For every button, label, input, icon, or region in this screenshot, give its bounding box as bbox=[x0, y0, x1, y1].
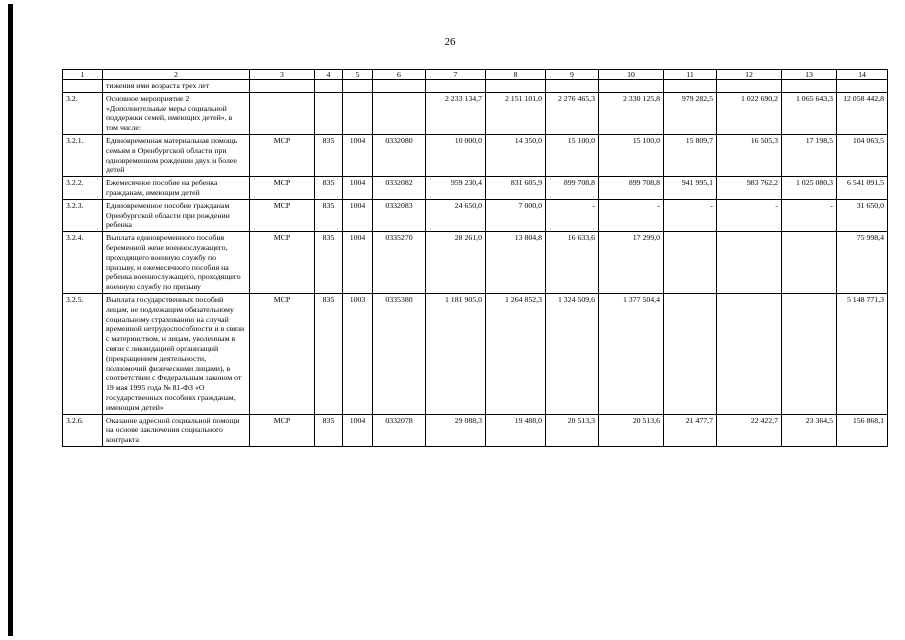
row-value-8: 13 804,8 bbox=[486, 232, 546, 294]
row-section-code bbox=[343, 92, 373, 134]
row-section-code: 1003 bbox=[343, 293, 373, 414]
row-organization: МСР bbox=[250, 293, 315, 414]
row-name: Выплата единовременного пособия беременной жене военнослужащего, проходящего военную службу по призыву, и ежемесячного пособия на ребенка военнослужащего, проходящего военную службу по призыву bbox=[103, 232, 250, 294]
row-section-code: 1004 bbox=[343, 134, 373, 176]
table-row bbox=[63, 293, 888, 414]
row-value-12: - bbox=[717, 199, 782, 231]
row-value-10: 15 100,0 bbox=[599, 134, 664, 176]
row-code: 3.2.2. bbox=[63, 177, 103, 200]
column-header: 4 bbox=[315, 70, 343, 80]
column-header: 14 bbox=[837, 70, 888, 80]
column-header: 6 bbox=[373, 70, 426, 80]
row-ministry-code: 835 bbox=[315, 177, 343, 200]
row-target-code: 0335270 bbox=[373, 232, 426, 294]
row-value-13: 1 065 643,3 bbox=[782, 92, 837, 134]
column-header: 11 bbox=[664, 70, 717, 80]
row-value-11 bbox=[664, 80, 717, 93]
row-code: 3.2.5. bbox=[63, 293, 103, 414]
row-ministry-code: 835 bbox=[315, 232, 343, 294]
row-value-10: 899 708,8 bbox=[599, 177, 664, 200]
row-value-7 bbox=[426, 80, 486, 93]
row-value-7: 24 650,0 bbox=[426, 199, 486, 231]
row-value-9: 16 633,6 bbox=[546, 232, 599, 294]
row-code: 3.2.6. bbox=[63, 414, 103, 446]
row-section-code: 1004 bbox=[343, 199, 373, 231]
row-value-11: 21 477,7 bbox=[664, 414, 717, 446]
table-row bbox=[63, 232, 888, 294]
row-code: 3.2. bbox=[63, 92, 103, 134]
row-value-13 bbox=[782, 80, 837, 93]
row-value-14: 6 541 091,5 bbox=[837, 177, 888, 200]
row-value-10: - bbox=[599, 199, 664, 231]
row-value-13: 1 025 080,3 bbox=[782, 177, 837, 200]
row-value-9: 20 513,3 bbox=[546, 414, 599, 446]
row-value-9 bbox=[546, 80, 599, 93]
row-value-9: 15 100,0 bbox=[546, 134, 599, 176]
row-value-14 bbox=[837, 80, 888, 93]
row-value-8: 831 605,9 bbox=[486, 177, 546, 200]
row-value-14: 75 998,4 bbox=[837, 232, 888, 294]
row-value-14: 31 650,0 bbox=[837, 199, 888, 231]
row-organization bbox=[250, 92, 315, 134]
row-section-code: 1004 bbox=[343, 414, 373, 446]
column-header: 9 bbox=[546, 70, 599, 80]
row-code: 3.2.1. bbox=[63, 134, 103, 176]
row-code: 3.2.4. bbox=[63, 232, 103, 294]
row-target-code: 0332078 bbox=[373, 414, 426, 446]
row-name: Единовременное пособие гражданам Оренбургской области при рождении ребенка bbox=[103, 199, 250, 231]
row-value-14: 5 148 771,3 bbox=[837, 293, 888, 414]
row-ministry-code bbox=[315, 92, 343, 134]
row-organization: МСР bbox=[250, 134, 315, 176]
row-value-13: 17 198,5 bbox=[782, 134, 837, 176]
row-value-7: 28 261,0 bbox=[426, 232, 486, 294]
row-value-10: 20 513,6 bbox=[599, 414, 664, 446]
row-section-code bbox=[343, 80, 373, 93]
row-value-12: 16 505,3 bbox=[717, 134, 782, 176]
row-name: Оказание адресной социальной помощи на основе заключения социального контракта bbox=[103, 414, 250, 446]
left-margin-bar bbox=[8, 4, 13, 636]
row-value-10 bbox=[599, 80, 664, 93]
row-value-13: - bbox=[782, 199, 837, 231]
row-organization: МСР bbox=[250, 232, 315, 294]
row-value-8: 14 350,0 bbox=[486, 134, 546, 176]
row-organization: МСР bbox=[250, 199, 315, 231]
row-ministry-code: 835 bbox=[315, 199, 343, 231]
table-row bbox=[63, 177, 888, 200]
row-ministry-code bbox=[315, 80, 343, 93]
column-header: 8 bbox=[486, 70, 546, 80]
row-value-11 bbox=[664, 232, 717, 294]
table-body bbox=[63, 80, 888, 447]
row-name: Основное мероприятие 2 «Дополнительные меры социальной поддержки семей, имеющих детей», в том числе: bbox=[103, 92, 250, 134]
row-value-9: - bbox=[546, 199, 599, 231]
row-value-14: 104 063,5 bbox=[837, 134, 888, 176]
row-value-11: 941 995,1 bbox=[664, 177, 717, 200]
row-value-10: 1 377 504,4 bbox=[599, 293, 664, 414]
row-value-12: 1 022 690,2 bbox=[717, 92, 782, 134]
row-name: Единовременная материальная помощь семьям в Оренбургской области при одновременном рождении двух и более детей bbox=[103, 134, 250, 176]
row-target-code: 0332082 bbox=[373, 177, 426, 200]
table-row bbox=[63, 80, 888, 93]
column-header: 13 bbox=[782, 70, 837, 80]
row-ministry-code: 835 bbox=[315, 293, 343, 414]
row-value-13 bbox=[782, 293, 837, 414]
row-value-12: 22 422,7 bbox=[717, 414, 782, 446]
table-row bbox=[63, 199, 888, 231]
row-value-7: 2 233 134,7 bbox=[426, 92, 486, 134]
row-code bbox=[63, 80, 103, 93]
row-value-13: 23 364,5 bbox=[782, 414, 837, 446]
row-value-9: 2 276 465,3 bbox=[546, 92, 599, 134]
column-header: 12 bbox=[717, 70, 782, 80]
row-value-7: 959 230,4 bbox=[426, 177, 486, 200]
row-value-8: 7 000,0 bbox=[486, 199, 546, 231]
row-value-11: 15 809,7 bbox=[664, 134, 717, 176]
row-organization: МСР bbox=[250, 177, 315, 200]
column-header: 2 bbox=[103, 70, 250, 80]
row-ministry-code: 835 bbox=[315, 134, 343, 176]
column-header: 10 bbox=[599, 70, 664, 80]
row-value-12: 983 762,2 bbox=[717, 177, 782, 200]
row-name: тижения ими возраста трех лет bbox=[103, 80, 250, 93]
row-target-code bbox=[373, 92, 426, 134]
row-value-9: 899 708,8 bbox=[546, 177, 599, 200]
row-ministry-code: 835 bbox=[315, 414, 343, 446]
row-value-7: 10 000,0 bbox=[426, 134, 486, 176]
row-organization bbox=[250, 80, 315, 93]
row-value-8: 2 151 101,0 bbox=[486, 92, 546, 134]
row-section-code: 1004 bbox=[343, 232, 373, 294]
row-code: 3.2.3. bbox=[63, 199, 103, 231]
column-header: 1 bbox=[63, 70, 103, 80]
row-value-12 bbox=[717, 293, 782, 414]
row-value-8: 1 264 852,3 bbox=[486, 293, 546, 414]
row-value-7: 29 088,3 bbox=[426, 414, 486, 446]
row-value-8 bbox=[486, 80, 546, 93]
row-value-9: 1 324 509,6 bbox=[546, 293, 599, 414]
column-header: 3 bbox=[250, 70, 315, 80]
row-value-8: 19 488,0 bbox=[486, 414, 546, 446]
row-value-12 bbox=[717, 232, 782, 294]
row-target-code bbox=[373, 80, 426, 93]
row-value-11: - bbox=[664, 199, 717, 231]
page-number: 26 bbox=[444, 36, 456, 48]
column-number-row bbox=[63, 70, 888, 80]
row-name: Выплата государственных пособий лицам, не подлежащим обязательному социальному страхованию на случай временной нетрудоспособности и в связи с материнством, и лицам, уволенным в связи с ликвидацией организаций (прекращением деятельности, полномочий физическими лицами), в соответствии с Федеральным законом от 19 мая 1995 года № 81-ФЗ «О государственных пособиях гражданам, имеющим детей» bbox=[103, 293, 250, 414]
row-section-code: 1004 bbox=[343, 177, 373, 200]
column-header: 7 bbox=[426, 70, 486, 80]
row-value-12 bbox=[717, 80, 782, 93]
row-value-11 bbox=[664, 293, 717, 414]
row-target-code: 0332080 bbox=[373, 134, 426, 176]
row-name: Ежемесячное пособие на ребенка гражданам, имеющим детей bbox=[103, 177, 250, 200]
row-target-code: 0335380 bbox=[373, 293, 426, 414]
row-value-11: 979 282,5 bbox=[664, 92, 717, 134]
row-target-code: 0332083 bbox=[373, 199, 426, 231]
row-value-14: 156 868,1 bbox=[837, 414, 888, 446]
budget-table bbox=[62, 69, 888, 447]
row-organization: МСР bbox=[250, 414, 315, 446]
table-row bbox=[63, 92, 888, 134]
row-value-13 bbox=[782, 232, 837, 294]
row-value-10: 17 299,0 bbox=[599, 232, 664, 294]
row-value-10: 2 330 125,8 bbox=[599, 92, 664, 134]
table-row bbox=[63, 134, 888, 176]
column-header: 5 bbox=[343, 70, 373, 80]
row-value-7: 1 181 905,0 bbox=[426, 293, 486, 414]
row-value-14: 12 058 442,8 bbox=[837, 92, 888, 134]
table-row bbox=[63, 414, 888, 446]
